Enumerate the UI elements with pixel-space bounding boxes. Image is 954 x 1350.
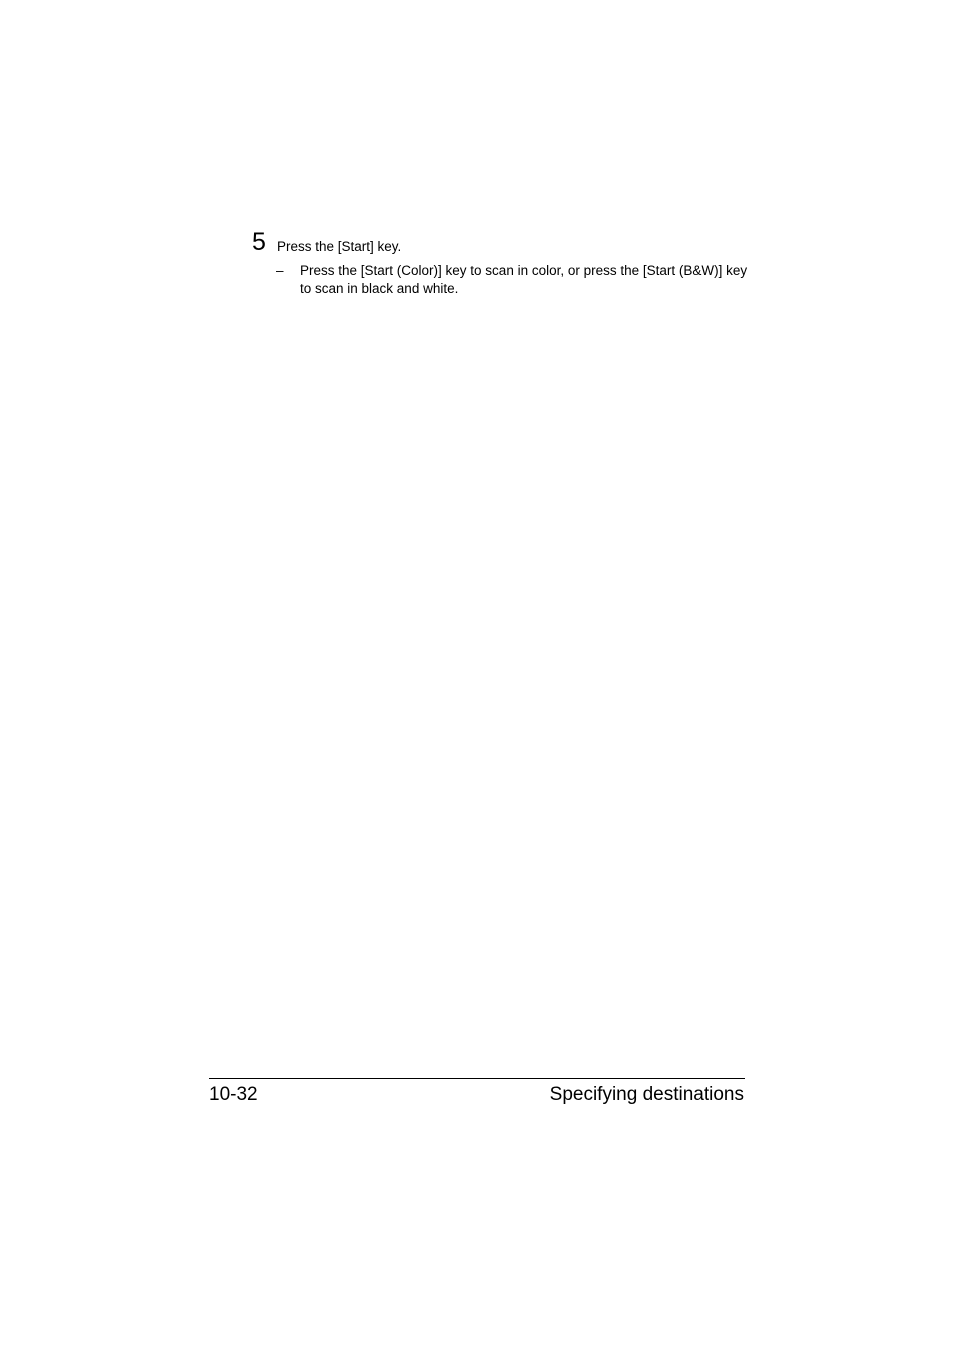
step-number: 5 bbox=[252, 228, 266, 256]
footer-section-title: Specifying destinations bbox=[549, 1084, 744, 1105]
substep-bullet: – bbox=[276, 263, 284, 278]
footer-divider bbox=[209, 1078, 745, 1079]
footer-page-number: 10-32 bbox=[209, 1084, 258, 1105]
step-instruction: Press the [Start] key. bbox=[277, 239, 402, 254]
substep-text: Press the [Start (Color)] key to scan in color, or press the [Start (B&W)] key to scan in black and white. bbox=[300, 263, 748, 296]
